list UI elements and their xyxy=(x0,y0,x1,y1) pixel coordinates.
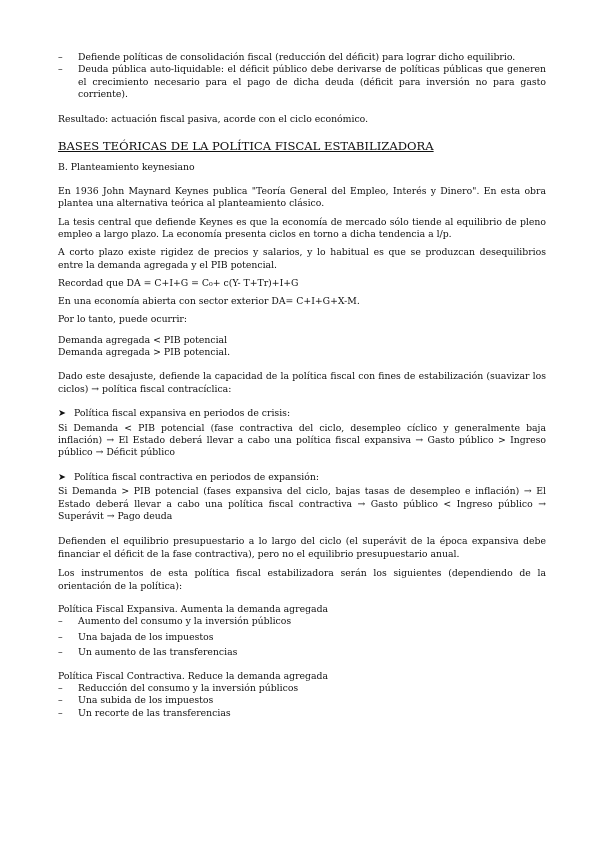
dash-bullet: – xyxy=(58,683,63,695)
formula: Recordad que DA = C+I+G = C₀+ c(Y- T+Tr)+I+G xyxy=(58,278,299,290)
dash-bullet: – xyxy=(58,647,63,659)
arrow-bullet-icon: ➤ xyxy=(58,471,66,483)
list-title: Política Fiscal Expansiva. Aumenta la demanda agregada xyxy=(58,604,329,615)
condition-line: Demanda agregada > PIB potencial. xyxy=(58,346,231,358)
dash-bullet: – xyxy=(58,707,63,719)
list-item-text: Una bajada de los impuestos xyxy=(78,631,214,643)
paragraph: Los instrumentos de esta política fiscal estabilizadora serán los siguientes (dependiendo de la orientación de la política): xyxy=(58,568,546,592)
arrow-list-item xyxy=(58,472,546,484)
list-item-text: Un recorte de las transferencias xyxy=(78,707,231,719)
dash-bullet: – xyxy=(58,64,63,76)
arrow-bullet-icon: ➤ xyxy=(58,408,66,420)
list-item xyxy=(58,64,546,101)
paragraph: Por lo tanto, puede ocurrir: xyxy=(58,314,187,326)
list-item-text: Defiende políticas de consolidación fiscal (reducción del déficit) para lograr dicho equilibrio. xyxy=(78,52,516,63)
paragraph: Si Demanda < PIB potencial (fase contractiva del ciclo, desempleo cíclico y generalmente baja inflación) → El Estado deberá llevar a cabo una política fiscal expansiva → Gasto público > Ingreso público → Déficit público xyxy=(58,422,546,459)
paragraph: En 1936 John Maynard Keynes publica "Teoría General del Empleo, Interés y Dinero". En esta obra plantea una alternativa teórica al planteamiento clásico. xyxy=(58,185,546,210)
section-heading: BASES TEÓRICAS DE LA POLÍTICA FISCAL ESTABILIZADORA xyxy=(58,139,434,154)
list-item-title: Política fiscal expansiva en periodos de crisis: xyxy=(74,408,291,420)
paragraph: La tesis central que defiende Keynes es que la economía de mercado sólo tiende al equilibrio de pleno empleo a largo plazo. La economía presenta ciclos en torno a dicha tendencia a l/p. xyxy=(58,216,546,241)
list-item-text: Aumento del consumo y la inversión públicos xyxy=(78,616,292,628)
condition-line: Demanda agregada < PIB potencial xyxy=(58,334,228,346)
list-title: Política Fiscal Contractiva. Reduce la demanda agregada xyxy=(58,670,329,682)
paragraph: A corto plazo existe rigidez de precios y salarios, y lo habitual es que se produzcan desequilibrios entre la demanda agregada y el PIB potencial. xyxy=(58,247,546,271)
list-item xyxy=(58,695,546,707)
dash-bullet: – xyxy=(58,616,63,628)
list-item-text: Reducción del consumo y la inversión públicos xyxy=(78,683,299,695)
paragraph: Defienden el equilibrio presupuestario a lo largo del ciclo (el superávit de la época expansiva debe financiar el déficit de la fase contractiva), pero no el equilibrio presupuestario anual. xyxy=(58,536,546,560)
subheading: B. Planteamiento keynesiano xyxy=(58,162,195,174)
list-item-text: Deuda pública auto-liquidable: el déficit público debe derivarse de políticas públicas que generen el crecimiento necesario para el pago de dicha deuda (déficit para inversión no para gasto corriente). xyxy=(78,64,546,101)
paragraph: Dado este desajuste, defiende la capacidad de la política fiscal con fines de estabilización (suavizar los ciclos) → política fiscal contracíclica: xyxy=(58,371,546,395)
dash-bullet: – xyxy=(58,695,63,707)
list-item-title: Política fiscal contractiva en periodos de expansión: xyxy=(74,471,319,483)
list-item xyxy=(58,647,546,659)
formula: En una economía abierta con sector exterior DA= C+I+G+X-M. xyxy=(58,295,360,307)
list-item xyxy=(58,632,546,644)
list-item xyxy=(58,616,546,628)
dash-bullet: – xyxy=(58,52,63,63)
list-item xyxy=(58,683,546,695)
document-page xyxy=(58,52,546,720)
resultado-text: Resultado: actuación fiscal pasiva, acorde con el ciclo económico. xyxy=(58,113,369,125)
list-item-text: Una subida de los impuestos xyxy=(78,695,214,707)
list-item xyxy=(58,52,546,64)
dash-bullet: – xyxy=(58,631,63,643)
arrow-list-item xyxy=(58,408,546,420)
paragraph: Si Demanda > PIB potencial (fases expansiva del ciclo, bajas tasas de desempleo e inflación) → El Estado deberá llevar a cabo una política fiscal contractiva → Gasto público < Ingreso público → Superávit → Pago deuda xyxy=(58,486,546,522)
list-item-text: Un aumento de las transferencias xyxy=(78,647,238,659)
list-item xyxy=(58,708,546,720)
